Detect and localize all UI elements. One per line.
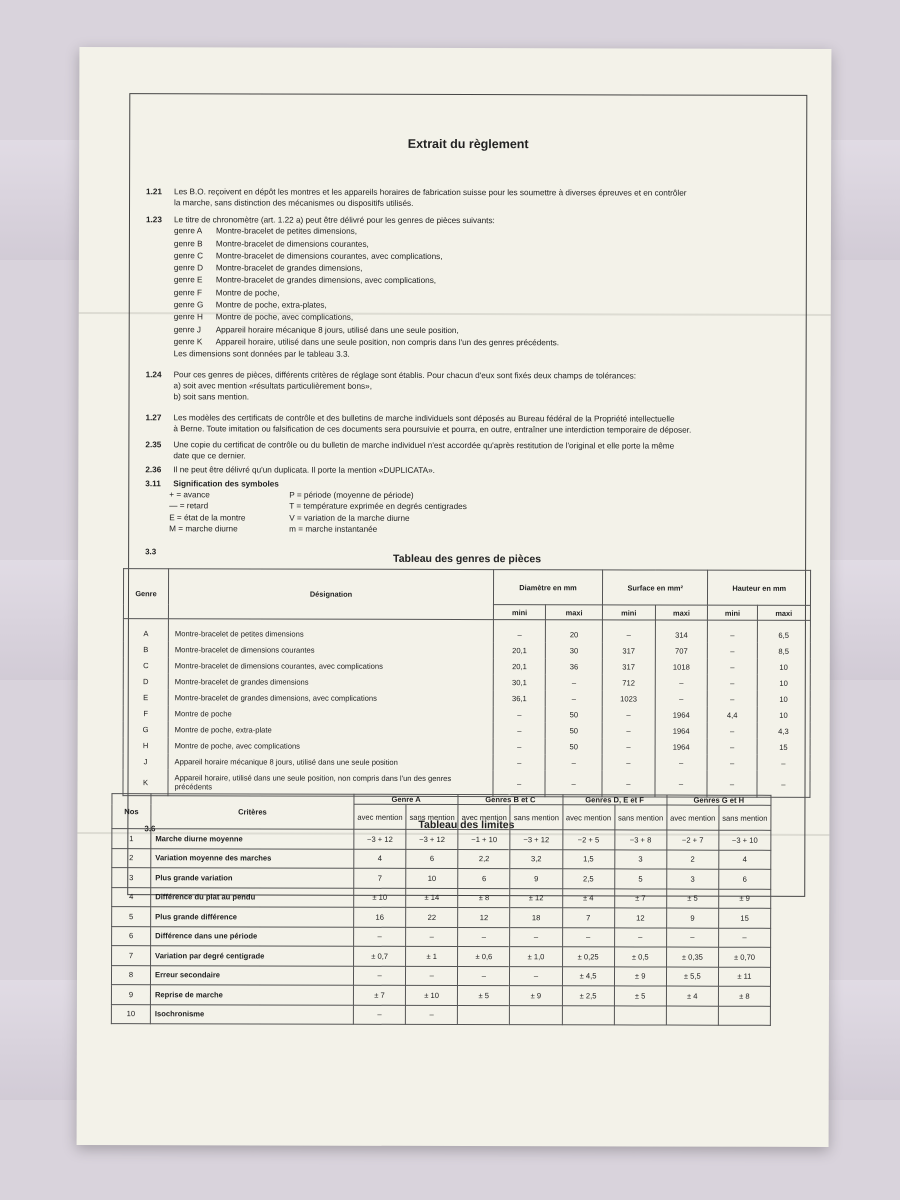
limit-cell: 22 — [406, 907, 458, 927]
col-genre: Genre — [123, 569, 168, 619]
limit-cell: ± 4 — [666, 986, 718, 1006]
designation-cell: Montre-bracelet de grandes dimensions — [168, 673, 493, 690]
row-number: 6 — [112, 926, 151, 946]
value-cell: – — [655, 691, 708, 707]
genre-description: Montre de poche, avec complications, — [215, 312, 354, 323]
criterion-cell: Reprise de marche — [150, 985, 353, 1005]
value-cell: 30,1 — [493, 674, 545, 690]
genre-description: Montre-bracelet de dimensions courantes, — [215, 238, 369, 249]
value-cell: – — [546, 674, 603, 690]
limit-cell: −3 + 12 — [510, 830, 562, 850]
limit-cell — [562, 1005, 614, 1025]
value-cell: – — [707, 755, 756, 771]
designation-cell: Montre de poche, extra-plate — [168, 721, 493, 738]
value-cell: – — [602, 738, 655, 754]
col-genres-bc: Genres B et C — [458, 795, 562, 805]
genre-cell: G — [123, 721, 168, 737]
limit-cell: ± 12 — [510, 888, 562, 908]
limit-cell: – — [666, 928, 718, 948]
table-3-6-title: Tableau des limites — [418, 818, 515, 832]
col-designation: Désignation — [168, 569, 493, 620]
designation-cell: Montre-bracelet de dimensions courantes, avec complications — [168, 657, 493, 674]
value-cell: 10 — [757, 691, 810, 707]
limit-cell: −3 + 8 — [614, 830, 666, 850]
limit-cell: – — [406, 927, 458, 947]
table-3-3-title: Tableau des genres de pièces — [393, 552, 542, 566]
col-avec-mention: avec mention — [667, 805, 719, 830]
value-cell: – — [757, 755, 810, 771]
genre-code: genre K — [173, 337, 203, 347]
limit-cell: 12 — [458, 908, 510, 928]
limit-cell: – — [510, 927, 562, 947]
limit-cell: ± 5 — [614, 986, 666, 1006]
value-cell: 4,3 — [757, 723, 810, 739]
limit-cell: 7 — [562, 908, 614, 928]
section-1-27: 1.27 Les modèles des certificats de contrôle et des bulletins de marche individuels sont déposés au Bureau fédéral de la Propriété intellectuelle à Berne. Toute imitation ou falsification de ces documents sera poursuivie et pourra, en outre, entraîner une interdiction temporaire de déposer. — [145, 413, 692, 435]
col-sans-mention: sans mention — [615, 805, 667, 830]
limit-cell: −2 + 5 — [562, 830, 614, 850]
criterion-cell: Plus grande différence — [151, 907, 354, 927]
table-row — [111, 1004, 770, 1025]
limit-cell: ± 7 — [614, 888, 666, 908]
value-cell: 15 — [757, 739, 810, 755]
table-row — [112, 907, 771, 928]
limit-cell: 3 — [666, 869, 718, 889]
criterion-cell: Différence dans une période — [151, 926, 354, 946]
symbol-definition: — = retard — [169, 501, 209, 511]
limit-cell: ± 0,6 — [458, 947, 510, 967]
value-cell: 36,1 — [493, 690, 545, 706]
col-genres-def: Genres D, E et F — [562, 795, 666, 805]
table-row — [123, 705, 810, 723]
criterion-cell: Variation par degré centigrade — [151, 946, 354, 966]
limit-cell: 15 — [719, 908, 771, 928]
value-cell: – — [493, 722, 545, 738]
limit-cell: 5 — [614, 869, 666, 889]
genre-cell: A — [123, 619, 168, 642]
limit-cell: 2,5 — [562, 869, 614, 889]
genre-description: Montre de poche, — [215, 288, 280, 298]
limit-cell: ± 5 — [458, 986, 510, 1006]
limit-cell — [510, 1005, 562, 1025]
value-cell: – — [757, 771, 810, 798]
table-row — [123, 641, 810, 659]
limit-cell: 18 — [510, 908, 562, 928]
limit-cell: ± 2,5 — [562, 986, 614, 1006]
limit-cell: 6 — [406, 849, 458, 869]
value-cell: 712 — [602, 674, 655, 690]
limit-cell: 4 — [354, 849, 406, 869]
limit-cell: ± 0,25 — [562, 947, 614, 967]
limit-cell: – — [458, 927, 510, 947]
genre-description: Montre de poche, extra-plates, — [215, 300, 327, 310]
limit-cell: – — [718, 928, 770, 948]
genre-code: genre F — [173, 287, 203, 298]
limit-cell: −3 + 12 — [406, 829, 458, 849]
value-cell: – — [602, 754, 655, 770]
value-cell: 707 — [655, 643, 708, 659]
value-cell: – — [545, 754, 602, 770]
value-cell: 1964 — [655, 723, 708, 739]
row-number: 5 — [112, 907, 151, 927]
value-cell: 4,4 — [708, 707, 757, 723]
value-cell: – — [707, 771, 756, 798]
limit-cell: ± 7 — [353, 985, 405, 1005]
genre-code: genre A — [173, 226, 203, 236]
limit-cell: −3 + 10 — [719, 830, 771, 850]
symbol-definition: P = période (moyenne de période) — [289, 490, 414, 501]
designation-cell: Appareil horaire mécanique 8 jours, utilisé dans une seule position — [168, 753, 493, 770]
col-sans-mention: sans mention — [510, 805, 562, 830]
symbol-definition: + = avance — [169, 490, 210, 500]
value-cell: 317 — [602, 658, 655, 674]
genre-cell: H — [123, 737, 168, 753]
limit-cell: ± 0,35 — [666, 947, 718, 967]
limit-cell: – — [406, 966, 458, 986]
table-row — [123, 619, 810, 643]
table-row — [112, 946, 771, 967]
genre-code: genre D — [173, 263, 204, 273]
symbol-definition: E = état de la montre — [169, 512, 246, 523]
row-number: 7 — [112, 946, 151, 966]
value-cell: 50 — [545, 722, 602, 738]
value-cell: – — [655, 771, 708, 798]
genre-cell: C — [123, 657, 168, 673]
table-row — [123, 737, 810, 755]
genre-description: Montre-bracelet de petites dimensions, — [215, 226, 358, 236]
criterion-cell: Isochronisme — [150, 1004, 353, 1024]
symbol-definition: V = variation de la marche diurne — [289, 513, 410, 523]
limit-cell: ± 0,7 — [354, 946, 406, 966]
value-cell: – — [493, 620, 545, 643]
col-nos: Nos — [112, 794, 151, 829]
value-cell: 10 — [757, 707, 810, 723]
limits-table — [111, 793, 772, 1026]
table-row — [123, 753, 810, 771]
table-row — [123, 689, 810, 707]
value-cell: – — [545, 770, 602, 797]
limit-cell: 3,2 — [510, 849, 562, 869]
limit-cell: ± 11 — [718, 967, 770, 987]
genre-description: Appareil horaire mécanique 8 jours, utilisé dans une seule position, — [215, 324, 459, 335]
value-cell: 30 — [546, 642, 603, 658]
limit-cell: −1 + 10 — [458, 830, 510, 850]
designation-cell: Montre de poche — [168, 705, 493, 722]
table-3-6-number: 3.6 — [144, 824, 156, 834]
limit-cell — [718, 1006, 770, 1026]
criterion-cell: Variation moyenne des marches — [151, 848, 354, 868]
limit-cell: – — [354, 927, 406, 947]
table-row — [112, 829, 771, 850]
value-cell: – — [708, 723, 757, 739]
section-3-11: 3.11 Signification des symboles + = avance P = période (moyenne de période) — = retard T = température exprimée en degrés centigrades E = état de la montre V = variation de la marche diurne M = marche diurne m = marche instantanée — [145, 478, 795, 536]
limit-cell: – — [458, 966, 510, 986]
limit-cell: ± 5,5 — [666, 967, 718, 987]
table-3-3-number: 3.3 — [145, 547, 157, 557]
limit-cell: ± 5 — [666, 889, 718, 909]
limit-cell: 6 — [458, 869, 510, 889]
limit-cell: 6 — [719, 869, 771, 889]
limit-cell — [458, 1005, 510, 1025]
symbol-definition: M = marche diurne — [169, 524, 238, 534]
designation-cell: Montre-bracelet de petites dimensions — [168, 619, 493, 642]
criterion-cell: Différence du plat au pendu — [151, 887, 354, 907]
limit-cell: ± 9 — [719, 889, 771, 909]
genre-description: Appareil horaire, utilisé dans une seule position, non compris dans l'un des genres précédents. — [215, 337, 560, 348]
genre-code: genre G — [173, 300, 204, 310]
document-sheet — [77, 47, 832, 1147]
value-cell: 8,5 — [757, 643, 810, 659]
col-hauteur: Hauteur en mm — [708, 570, 811, 605]
genre-description: Montre-bracelet de grandes dimensions, avec complications, — [215, 275, 437, 286]
value-cell: – — [708, 691, 757, 707]
limit-cell — [614, 1005, 666, 1025]
designation-cell: Montre de poche, avec complications — [168, 737, 493, 754]
genre-code: genre B — [173, 238, 203, 248]
value-cell: – — [707, 739, 756, 755]
value-cell: – — [602, 706, 655, 722]
value-cell: 10 — [757, 675, 810, 691]
value-cell: 20 — [546, 620, 603, 643]
value-cell: 10 — [757, 659, 810, 675]
page-title: Extrait du règlement — [407, 136, 529, 152]
value-cell: 1018 — [655, 659, 708, 675]
table-row — [112, 868, 771, 889]
value-cell: – — [546, 690, 603, 706]
designation-cell: Montre-bracelet de grandes dimensions, avec complications — [168, 689, 493, 706]
designation-cell: Montre-bracelet de dimensions courantes — [168, 641, 493, 658]
limit-cell: – — [510, 966, 562, 986]
limit-cell: ± 8 — [458, 888, 510, 908]
genre-code: genre H — [173, 312, 203, 322]
row-number: 8 — [111, 965, 150, 985]
value-cell: – — [708, 659, 757, 675]
section-2-35: 2.35 Une copie du certificat de contrôle ou du bulletin de marche individuel n'est accordée qu'après restitution de l'original et elle porte la même date que ce dernier. — [145, 440, 675, 461]
col-avec-mention: avec mention — [458, 805, 510, 830]
limit-cell: 7 — [354, 868, 406, 888]
designation-cell: Appareil horaire, utilisé dans une seule position, non compris dans l'un des genres précédents — [168, 769, 493, 796]
col-diametre: Diamètre en mm — [493, 570, 602, 605]
value-cell: 50 — [545, 738, 602, 754]
value-cell: – — [602, 722, 655, 738]
row-number: 9 — [111, 985, 150, 1005]
value-cell: – — [655, 675, 708, 691]
col-sans-mention: sans mention — [406, 804, 458, 829]
limit-cell: ± 0,5 — [614, 947, 666, 967]
col-avec-mention: avec mention — [562, 805, 614, 830]
limit-cell: ± 9 — [510, 986, 562, 1006]
value-cell: 317 — [602, 642, 655, 658]
limit-cell: ± 4,5 — [562, 966, 614, 986]
symbol-definition: m = marche instantanée — [289, 524, 378, 534]
value-cell: – — [708, 643, 757, 659]
limit-cell: 9 — [666, 908, 718, 928]
limit-cell: ± 1,0 — [510, 947, 562, 967]
table-row — [123, 721, 810, 739]
section-1-24: 1.24 Pour ces genres de pièces, différents critères de réglage sont établis. Pour chacun d'eux sont fixés deux champs de tolérances: a) soit avec mention «résultats particulièrement bons», b) soit sans mention. — [145, 370, 637, 402]
section-1-21: 1.21 Les B.O. reçoivent en dépôt les montres et les appareils horaires de fabrication suisse pour les soumettre à diverses épreuves et en contrôler la marche, sans distinction des mécanismes ou dispositifs utilisés. — [146, 187, 687, 209]
limit-cell: ± 10 — [406, 985, 458, 1005]
genre-cell: K — [123, 769, 168, 796]
value-cell: – — [655, 755, 708, 771]
limit-cell: −2 + 7 — [667, 830, 719, 850]
limit-cell: ± 4 — [562, 888, 614, 908]
table-row — [111, 965, 770, 986]
genre-cell: E — [123, 689, 168, 705]
value-cell: – — [493, 706, 545, 722]
value-cell: – — [708, 675, 757, 691]
genre-cell: F — [123, 705, 168, 721]
table-row — [111, 985, 770, 1006]
limit-cell: ± 9 — [614, 966, 666, 986]
criterion-cell: Plus grande variation — [151, 868, 354, 888]
limit-cell: ± 1 — [406, 946, 458, 966]
criterion-cell: Marche diurne moyenne — [151, 829, 354, 849]
col-criteres: Critères — [151, 794, 354, 830]
limit-cell: 9 — [510, 869, 562, 889]
criterion-cell: Erreur secondaire — [150, 965, 353, 985]
value-cell: – — [493, 770, 545, 797]
genre-cell: J — [123, 753, 168, 769]
symbol-legend — [145, 489, 795, 536]
limit-cell: ± 10 — [354, 888, 406, 908]
col-genres-gh: Genres G et H — [667, 795, 771, 805]
value-cell: 20,1 — [493, 642, 545, 658]
genre-code: genre C — [173, 251, 204, 261]
limit-cell: 4 — [719, 850, 771, 870]
genre-description: Montre-bracelet de grandes dimensions, — [215, 263, 363, 273]
table-row — [112, 926, 771, 947]
value-cell: 36 — [546, 658, 603, 674]
col-sans-mention: sans mention — [719, 805, 771, 830]
limit-cell — [666, 1006, 718, 1026]
limit-cell: ± 14 — [406, 888, 458, 908]
row-number: 2 — [112, 848, 151, 868]
limit-cell: – — [614, 927, 666, 947]
limit-cell: – — [353, 1005, 405, 1025]
limit-cell: 12 — [614, 908, 666, 928]
limit-cell: 2,2 — [458, 849, 510, 869]
value-cell: – — [493, 738, 545, 754]
col-genre-a: Genre A — [354, 794, 458, 804]
limit-cell: – — [406, 1005, 458, 1025]
limit-cell: 10 — [406, 868, 458, 888]
col-surface: Surface en mm² — [602, 570, 707, 605]
limit-cell: – — [353, 966, 405, 986]
value-cell: – — [493, 754, 545, 770]
limit-cell: 3 — [614, 849, 666, 869]
value-cell: 20,1 — [493, 658, 545, 674]
genre-code: genre J — [173, 324, 202, 334]
value-cell: 1023 — [602, 690, 655, 706]
limit-cell: 1,5 — [562, 849, 614, 869]
limit-cell: ± 0,70 — [718, 947, 770, 967]
limit-cell: – — [562, 927, 614, 947]
genre-code: genre E — [173, 275, 203, 285]
limit-cell: ± 8 — [718, 986, 770, 1006]
section-1-23: 1.23 Le titre de chronomètre (art. 1.22 a) peut être délivré pour les genres de pièces suivants: genre A Montre-bracelet de petites dimensions, genre B Montre-bracelet de dimensions courantes, genre C Montre-bracelet de dimensions courantes, avec complications, genre D Montre-bracelet de grandes dimensions, genre E Montre-bracelet de grandes dimensions, avec complications, genre F Montre de poche, genre G Montre de poche, extra-plates, genre H Montre de poche, avec complications, genre J Appareil horaire mécanique 8 jours, utilisé dans une seule position, genre K Appareil horaire, utilisé dans une seule position, non compris dans l'un des genres précédents. Les dimensions sont données par le tableau 3.3. — [146, 214, 796, 361]
section-2-36: 2.36 Il ne peut être délivré qu'un duplicata. Il porte la mention «DUPLICATA». — [145, 465, 435, 475]
table-row — [112, 848, 771, 869]
value-cell: 1964 — [655, 707, 708, 723]
table-row — [112, 887, 771, 908]
regulation-frame — [127, 93, 807, 897]
genre-description: Montre-bracelet de dimensions courantes, avec complications, — [215, 251, 443, 261]
limit-cell: 2 — [667, 850, 719, 870]
value-cell: 50 — [546, 706, 603, 722]
table-row — [123, 673, 810, 691]
value-cell: 314 — [655, 620, 708, 643]
value-cell: – — [602, 620, 655, 643]
value-cell: 6,5 — [757, 620, 810, 643]
value-cell: – — [708, 620, 757, 643]
row-number: 1 — [112, 829, 151, 849]
col-avec-mention: avec mention — [354, 804, 406, 829]
genre-cell: B — [123, 641, 168, 657]
genre-list — [146, 225, 796, 350]
row-number: 3 — [112, 868, 151, 888]
row-number: 10 — [111, 1004, 150, 1024]
value-cell: – — [602, 770, 655, 797]
genre-table: Genre Désignation Diamètre en mm Surface en mm² Hauteur en mm mini maxi mini maxi mini maxi A Montre-bracelet de petites dimensions – 20 – 314 – 6,5 B Montre-bracelet de dimensions courantes 20,1 30 317 707 – 8,5 C Montre-bracelet de dimensions courantes, avec complications 20,1 36 317 1018 – 10 D Montre-bracelet de grandes dimensions 30,1 – 712 – – 10 E Montre-bracelet de grandes dimensions, avec complications 36,1 – 1023 – – 10 F Montre de poche – 50 – 1964 4,4 10 G Montre de poche, extra-plate – 50 – 1964 – 4,3 H Montre de poche, avec complications – 50 – 1964 – 15 J Appareil horaire mécanique 8 jours, utilisé dans une seule position – – – – – – K Appareil horaire, utilisé dans une seule position, non compris dans l'un des genres précédents – – – – – – — [122, 568, 811, 798]
limit-cell: 16 — [354, 907, 406, 927]
table-row — [123, 657, 810, 675]
limit-cell: −3 + 12 — [354, 829, 406, 849]
value-cell: 1964 — [655, 739, 708, 755]
symbol-definition: T = température exprimée en degrés centigrades — [289, 501, 467, 512]
row-number: 4 — [112, 887, 151, 907]
genre-cell: D — [123, 673, 168, 689]
